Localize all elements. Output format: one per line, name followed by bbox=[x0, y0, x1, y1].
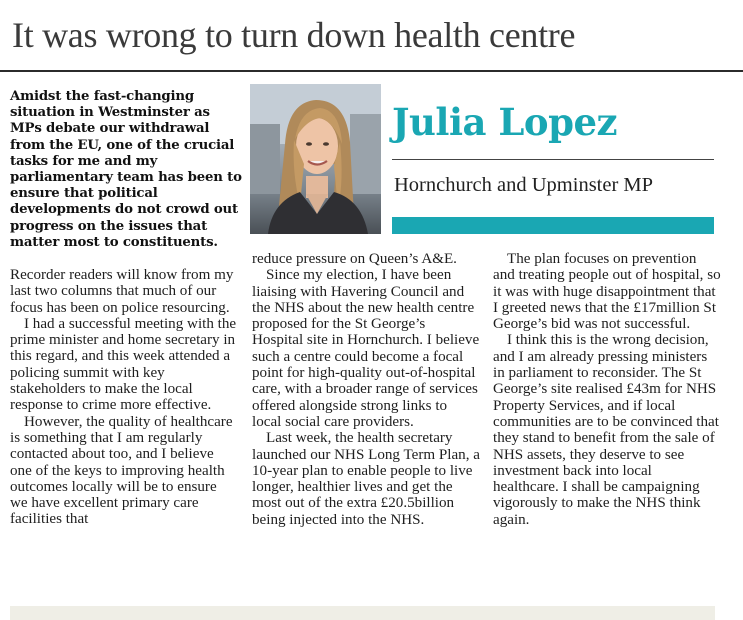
paragraph: However, the quality of healthcare is something that I am regularly contacted about too, and I believe one of the keys to improving health outcomes locally will be to ensure we have excellent primary care facilities that bbox=[10, 413, 233, 528]
body-column-2 bbox=[252, 251, 480, 528]
body-column-1 bbox=[10, 267, 238, 528]
name-rule bbox=[392, 159, 714, 160]
author-photo bbox=[250, 84, 381, 234]
headline: It was wrong to turn down health centre bbox=[12, 15, 576, 55]
top-rule bbox=[0, 70, 743, 72]
accent-bar bbox=[392, 217, 714, 234]
intro-paragraph: Amidst the fast-changing situation in Westminster as MPs debate our withdrawal from the EU, one of the crucial tasks for me and my parliamentary team has been to ensure that political developments do not crowd out progress on the issues that matter most to constituents. bbox=[10, 89, 242, 250]
paragraph: reduce pressure on Queen’s A&E. bbox=[252, 251, 457, 267]
paragraph: I think this is the wrong decision, and I am already pressing ministers in parliament to reconsider. The St George’s site realised £43m for NHS Property Services, and if local communities are to be convinced that they stand to benefit from the sale of NHS assets, they deserve to see investment back into local healthcare. I shall be campaigning vigorously to make the NHS think again. bbox=[493, 332, 719, 528]
author-role: Hornchurch and Upminster MP bbox=[394, 174, 654, 196]
body-column-3 bbox=[493, 251, 721, 528]
author-name: Julia Lopez bbox=[392, 100, 617, 144]
paragraph: Recorder readers will know from my last two columns that much of our focus has been on police resourcing. bbox=[10, 267, 234, 316]
paragraph: The plan focuses on prevention and treating people out of hospital, so it was with huge disappointment that I greeted news that the £17million St George’s bid was not successful. bbox=[493, 251, 721, 333]
paragraph: Last week, the health secretary launched our NHS Long Term Plan, a 10-year plan to enable people to live longer, healthier lives and get the most out of the extra £20.5billion being injected into the NHS. bbox=[252, 430, 480, 528]
paragraph: I had a successful meeting with the prime minister and home secretary in this regard, and this week attended a policing summit with key stakeholders to make the local response to crime more effective. bbox=[10, 315, 237, 414]
bottom-strip bbox=[10, 606, 715, 620]
paragraph: Since my election, I have been liaising with Havering Council and the NHS about the new health centre proposed for the St George’s Hospital site in Hornchurch. I believe such a centre could become a focal point for high-quality out-of-hospital care, with a broader range of services offered alongside strong links to local social care providers. bbox=[252, 267, 480, 430]
